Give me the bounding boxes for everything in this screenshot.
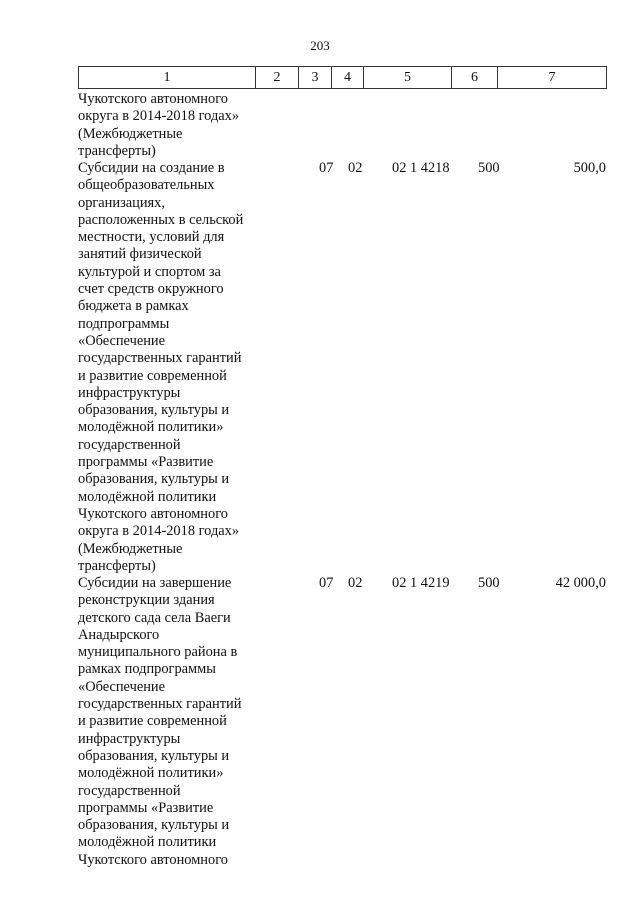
row-description: Субсидии на создание в общеобразовательных организациях, расположенных в сельской местности, условий для занятий физической культурой и спортом за счет средств окружного бюджета в рамках подпрограммы «Обеспечение государственных гарантий и развитие современной инфраструктуры образования, культуры и молодёжной политики» государственной программы «Развитие образования, культуры и молодёжной политики Чукотского автономного округа в 2014-2018 годах» (Межбюджетные трансферты): [78, 160, 244, 574]
section-code: 07: [319, 160, 334, 176]
header-col-7: 7: [498, 67, 607, 89]
section-code: 07: [319, 575, 334, 591]
subsection-code: 02: [348, 160, 363, 176]
expense-type-code: 500: [478, 575, 500, 591]
header-col-3: 3: [299, 67, 332, 89]
target-article-code: 02 1 4219: [392, 575, 450, 591]
column-number-header: [78, 66, 607, 89]
row-description: Субсидии на завершение реконструкции здания детского сада села Ваеги Анадырского муниципального района в рамках подпрограммы «Обеспечение государственных гарантий и развитие современной инфраструктуры образования, культуры и молодёжной политики» государственной программы «Развитие образования, культуры и молодёжной политики Чукотского автономного: [78, 575, 242, 868]
header-col-4: 4: [332, 67, 364, 89]
header-col-2: 2: [256, 67, 299, 89]
header-col-1: 1: [79, 67, 256, 89]
amount: 42 000,0: [555, 575, 606, 591]
page-number: 203: [310, 38, 330, 53]
row-description: Чукотского автономного округа в 2014-2018 годах» (Межбюджетные трансферты): [78, 91, 240, 159]
header-col-6: 6: [452, 67, 498, 89]
amount: 500,0: [573, 160, 606, 176]
expense-type-code: 500: [478, 160, 500, 176]
subsection-code: 02: [348, 575, 363, 591]
target-article-code: 02 1 4218: [392, 160, 450, 176]
header-col-5: 5: [364, 67, 452, 89]
